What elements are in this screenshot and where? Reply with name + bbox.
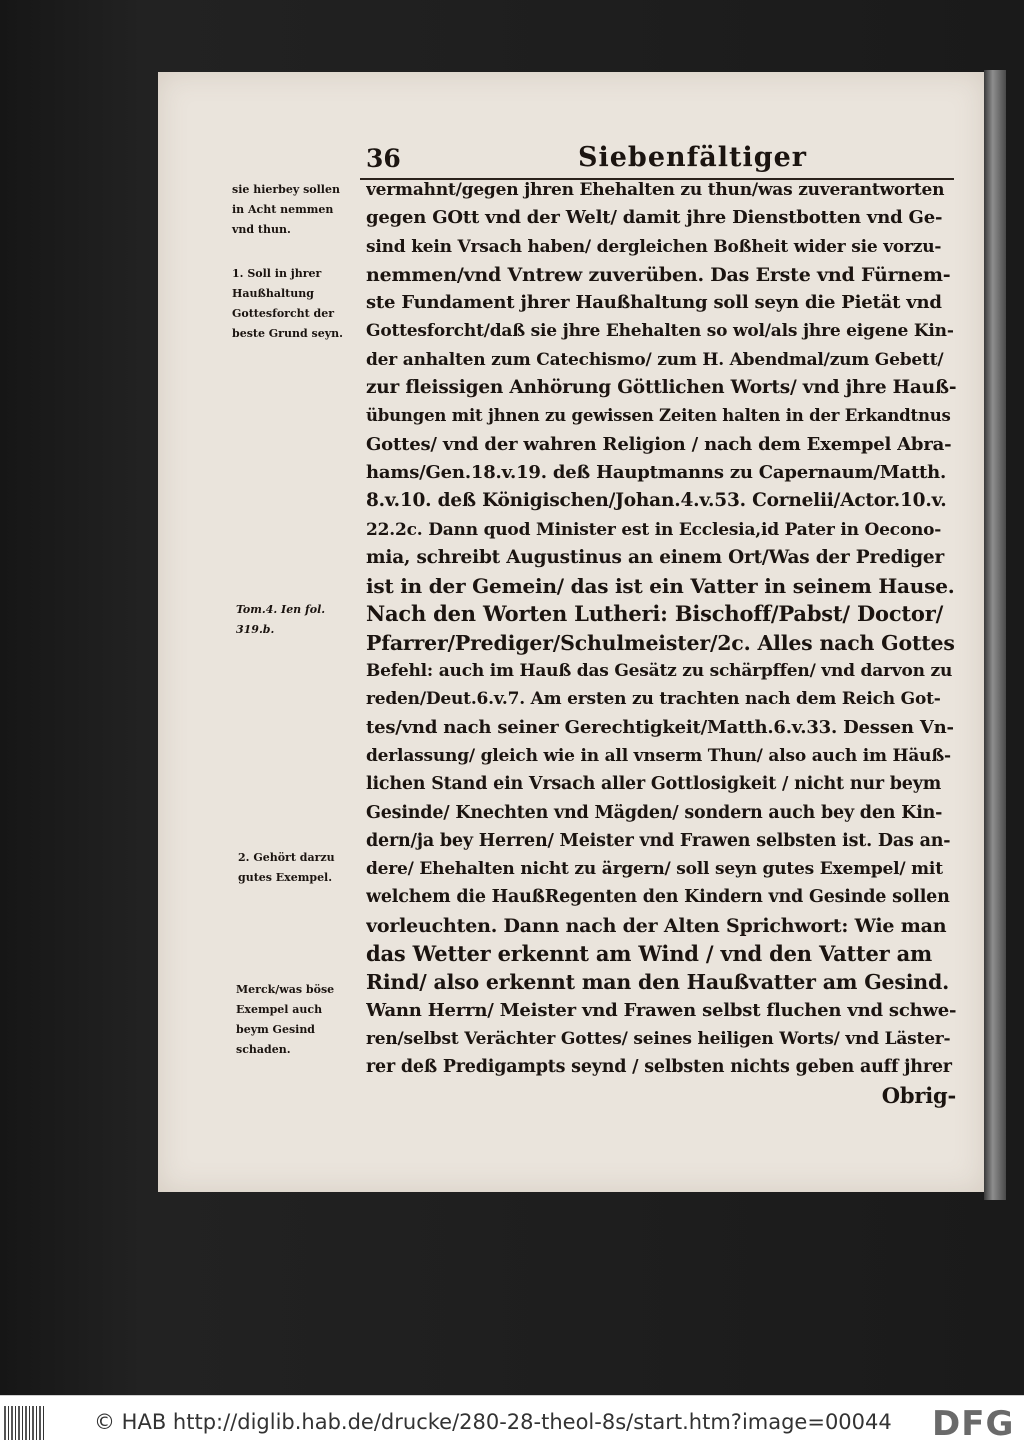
text-line: hams/Gen.18.v.19. deß Hauptmanns zu Capernaum/Matth.	[366, 461, 947, 483]
text-line: das Wetter erkennt am Wind / vnd den Vatter am	[366, 941, 933, 967]
copyright-url[interactable]: © HAB http://diglib.hab.de/drucke/280-28-theol-8s/start.htm?image=00044	[94, 1410, 892, 1434]
marginal-line: Tom.4. Ien fol.	[236, 603, 326, 616]
marginal-line: 2. Gehört darzu	[238, 851, 335, 864]
marginal-line: in Acht nemmen	[232, 203, 334, 216]
text-line: dere/ Ehehalten nicht zu ärgern/ soll seyn gutes Exempel/ mit	[366, 859, 943, 880]
page-header	[366, 140, 966, 180]
text-line: Gottes/ vnd der wahren Religion / nach dem Exempel Abra-	[366, 433, 952, 455]
marginal-line: 1. Soll in jhrer	[232, 267, 322, 280]
text-line: Wann Herrn/ Meister vnd Frawen selbst fluchen vnd schwe-	[366, 999, 956, 1021]
text-line: reden/Deut.6.v.7. Am ersten zu trachten nach dem Reich Got-	[366, 689, 941, 710]
marginal-line: Gottesforcht der	[232, 307, 335, 320]
page-number: 36	[366, 144, 401, 173]
text-line: Gesinde/ Knechten vnd Mägden/ sondern auch bey den Kin-	[366, 802, 943, 823]
text-line: nemmen/vnd Vntrew zuverüben. Das Erste vnd Fürnem-	[366, 263, 951, 286]
marginal-line: beym Gesind	[236, 1023, 316, 1036]
marginal-line: Exempel auch	[236, 1003, 323, 1016]
text-line: der anhalten zum Catechismo/ zum H. Abendmal/zum Gebett/	[366, 349, 944, 370]
text-line: vermahnt/gegen jhren Ehehalten zu thun/was zuverantworten	[366, 180, 945, 200]
text-line: gegen GOtt vnd der Welt/ damit jhre Dienstbotten vnd Ge-	[366, 207, 943, 229]
book-page-edge	[984, 70, 1006, 1200]
marginal-note	[238, 848, 358, 888]
text-line: zur fleissigen Anhörung Göttlichen Worts/ vnd jhre Hauß-	[366, 377, 956, 399]
text-line: übungen mit jhnen zu gewissen Zeiten halten in der Erkandtnus	[366, 406, 951, 426]
text-line: lichen Stand ein Vrsach aller Gottlosigkeit / nicht nur beym	[366, 774, 942, 795]
marginal-note	[236, 980, 356, 1060]
text-line: vorleuchten. Dann nach der Alten Sprichwort: Wie man	[366, 914, 947, 937]
text-line: ste Fundament jhrer Haußhaltung soll seyn die Pietät vnd	[366, 292, 942, 314]
main-text-column	[366, 176, 956, 1110]
barcode-icon	[4, 1406, 46, 1440]
running-title: Siebenfältiger	[578, 142, 807, 173]
marginal-line: gutes Exempel.	[238, 871, 333, 884]
text-line: mia, schreibt Augustinus an einem Ort/Was der Prediger	[366, 546, 945, 568]
marginal-line: Haußhaltung	[232, 287, 314, 300]
text-line: 22.2c. Dann quod Minister est in Ecclesia,id Pater in Oecono-	[366, 519, 942, 540]
dfg-logo: DFG	[932, 1404, 1015, 1444]
marginal-note	[232, 180, 352, 240]
text-line: ist in der Gemein/ das ist ein Vatter in seinem Hause.	[366, 574, 955, 599]
text-line: Nach den Worten Lutheri: Bischoff/Pabst/ Doctor/	[366, 601, 944, 627]
text-line: 8.v.10. deß Königischen/Johan.4.v.53. Cornelii/Actor.10.v.	[366, 490, 947, 512]
text-line: ren/selbst Verächter Gottes/ seines heiligen Worts/ vnd Läster-	[366, 1028, 951, 1049]
marginal-line: vnd thun.	[232, 223, 291, 236]
text-line: Gottesforcht/daß sie jhre Ehehalten so wol/als jhre eigene Kin-	[366, 321, 954, 342]
text-line: welchem die HaußRegenten den Kindern vnd Gesinde sollen	[366, 887, 950, 908]
text-line: dern/ja bey Herren/ Meister vnd Frawen selbsten ist. Das an-	[366, 830, 951, 851]
marginal-line: 319.b.	[236, 623, 275, 636]
text-line: tes/vnd nach seiner Gerechtigkeit/Matth.6.v.33. Dessen Vn-	[366, 716, 954, 738]
marginal-note	[232, 264, 352, 344]
text-line: derlassung/ gleich wie in all vnserm Thun/ also auch im Häuß-	[366, 745, 951, 766]
text-line: Befehl: auch im Hauß das Gesätz zu schärpffen/ vnd darvon zu	[366, 661, 953, 682]
marginal-line: beste Grund seyn.	[232, 327, 343, 340]
text-line: rer deß Predigampts seynd / selbsten nichts geben auff jhrer	[366, 1057, 952, 1078]
text-line: Pfarrer/Prediger/Schulmeister/2c. Alles nach Gottes	[366, 630, 955, 655]
marginal-line: Merck/was böse	[236, 983, 335, 996]
marginal-line: schaden.	[236, 1043, 291, 1056]
marginal-line: sie hierbey sollen	[232, 183, 340, 196]
text-line: sind kein Vrsach haben/ dergleichen Boßheit wider sie vorzu-	[366, 236, 942, 257]
catchword: Obrig-	[881, 1082, 956, 1108]
marginal-note	[236, 600, 356, 640]
footer-bar	[0, 1395, 1024, 1450]
text-line: Rind/ also erkennt man den Haußvatter am Gesind.	[366, 970, 950, 995]
